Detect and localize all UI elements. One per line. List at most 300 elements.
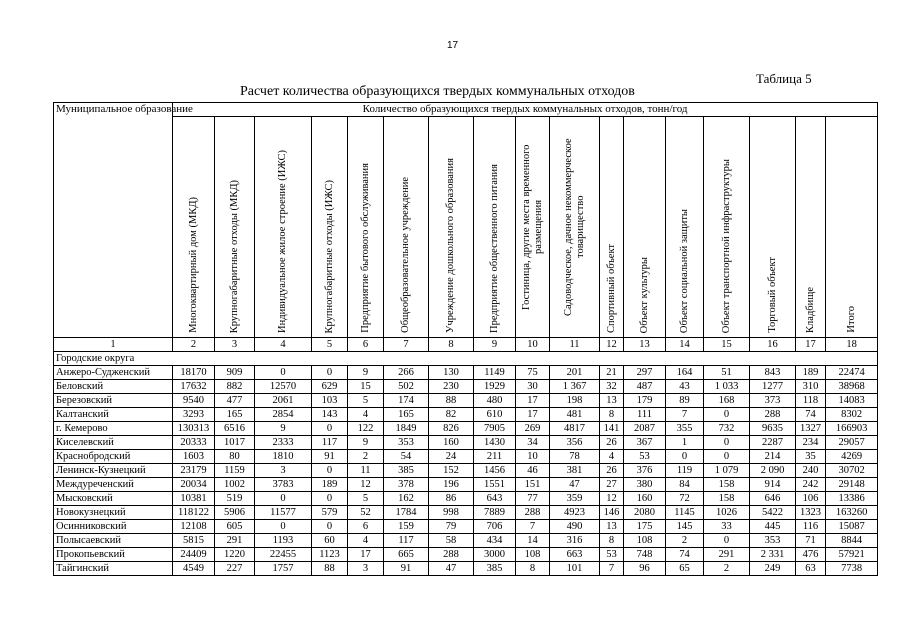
table-cell: 58 (429, 534, 474, 548)
table-cell: 1929 (474, 380, 516, 394)
table-row (54, 478, 878, 492)
section-header: Городские округа (54, 352, 878, 366)
table-cell: 17 (516, 394, 550, 408)
table-cell: 20333 (173, 436, 215, 450)
column-header-label: Итого (845, 306, 857, 333)
table-cell: 117 (312, 436, 348, 450)
table-cell: 116 (796, 520, 826, 534)
table-cell: 7889 (474, 506, 516, 520)
table-cell: 373 (750, 394, 796, 408)
column-header-label: Индивидуальное жилое строение (ИЖС) (277, 150, 288, 333)
table-cell: 291 (215, 534, 255, 548)
table-cell: 998 (429, 506, 474, 520)
table-cell: 0 (704, 450, 750, 464)
table-cell: 189 (796, 366, 826, 380)
table-cell: 63 (796, 562, 826, 576)
table-cell: 0 (312, 366, 348, 380)
column-number: 8 (429, 338, 474, 352)
table-cell: 385 (384, 464, 429, 478)
table-row (54, 520, 878, 534)
table-cell: 118122 (173, 506, 215, 520)
column-header (348, 117, 384, 338)
table-row (54, 408, 878, 422)
table-cell: 54 (384, 450, 429, 464)
table-cell: 10 (516, 450, 550, 464)
table-cell: 1123 (312, 548, 348, 562)
table-cell: 53 (600, 548, 624, 562)
table-cell: 0 (666, 450, 704, 464)
table-cell: 266 (384, 366, 429, 380)
table-cell: 2333 (255, 436, 312, 450)
table-cell: 5906 (215, 506, 255, 520)
table-cell: 91 (384, 562, 429, 576)
table-cell: 38968 (826, 380, 878, 394)
table-cell: 60 (312, 534, 348, 548)
table-cell: 1784 (384, 506, 429, 520)
column-header-label: Крупногабаритные отходы (МКД) (228, 179, 240, 333)
table-cell: 65 (666, 562, 704, 576)
table-cell: 3293 (173, 408, 215, 422)
table-cell: 117 (384, 534, 429, 548)
table-cell: 7 (600, 562, 624, 576)
table-cell: 1430 (474, 436, 516, 450)
table-cell: 4817 (550, 422, 600, 436)
table-cell: 8 (516, 562, 550, 576)
table-cell: 6 (348, 520, 384, 534)
table-cell: 610 (474, 408, 516, 422)
table-cell: 15087 (826, 520, 878, 534)
municipality-name: Осинниковский (54, 520, 173, 534)
table-cell: 88 (429, 394, 474, 408)
table-cell: 152 (429, 464, 474, 478)
table-cell: 579 (312, 506, 348, 520)
column-number: 17 (796, 338, 826, 352)
column-header (474, 117, 516, 338)
table-cell: 0 (704, 436, 750, 450)
table-cell: 1551 (474, 478, 516, 492)
table-cell: 141 (600, 422, 624, 436)
table-cell: 145 (666, 520, 704, 534)
table-cell: 4923 (550, 506, 600, 520)
municipality-name: Новокузнецкий (54, 506, 173, 520)
table-cell: 629 (312, 380, 348, 394)
table-cell: 6516 (215, 422, 255, 436)
table-cell: 646 (750, 492, 796, 506)
table-cell: 2 (348, 450, 384, 464)
table-cell: 106 (796, 492, 826, 506)
column-number: 11 (550, 338, 600, 352)
table-cell: 356 (550, 436, 600, 450)
column-header (624, 117, 666, 338)
table-cell: 234 (796, 436, 826, 450)
table-cell: 487 (624, 380, 666, 394)
table-cell: 249 (750, 562, 796, 576)
table-cell: 5 (348, 394, 384, 408)
table-cell: 378 (384, 478, 429, 492)
column-header (516, 117, 550, 338)
table-cell: 0 (704, 534, 750, 548)
table-cell: 108 (624, 534, 666, 548)
table-cell: 288 (750, 408, 796, 422)
table-cell: 118 (796, 394, 826, 408)
table-row (54, 464, 878, 478)
column-number: 14 (666, 338, 704, 352)
table-cell: 198 (550, 394, 600, 408)
table-cell: 32 (600, 380, 624, 394)
column-number: 3 (215, 338, 255, 352)
municipality-name: Ленинск-Кузнецкий (54, 464, 173, 478)
table-cell: 2 (704, 562, 750, 576)
table-cell: 159 (384, 520, 429, 534)
table-cell: 24 (429, 450, 474, 464)
table-cell: 196 (429, 478, 474, 492)
table-cell: 46 (516, 464, 550, 478)
table-cell: 3783 (255, 478, 312, 492)
column-number: 16 (750, 338, 796, 352)
column-header-label: Садоводческое, дачное некоммерческое товарищество (562, 138, 586, 316)
table-cell: 1757 (255, 562, 312, 576)
table-cell: 24409 (173, 548, 215, 562)
table-cell: 111 (624, 408, 666, 422)
table-cell: 732 (704, 422, 750, 436)
table-cell: 101 (550, 562, 600, 576)
table-row (54, 366, 878, 380)
table-cell: 240 (796, 464, 826, 478)
table-cell: 89 (666, 394, 704, 408)
table-cell: 146 (600, 506, 624, 520)
table-cell: 165 (215, 408, 255, 422)
table-cell: 1026 (704, 506, 750, 520)
table-cell: 17 (516, 408, 550, 422)
column-header (255, 117, 312, 338)
table-cell: 242 (796, 478, 826, 492)
table-cell: 316 (550, 534, 600, 548)
table-cell: 79 (429, 520, 474, 534)
table-cell: 22474 (826, 366, 878, 380)
column-header (550, 117, 600, 338)
table-cell: 18170 (173, 366, 215, 380)
table-cell: 91 (312, 450, 348, 464)
municipality-name: Анжеро-Судженский (54, 366, 173, 380)
table-cell: 43 (666, 380, 704, 394)
column-number: 7 (384, 338, 429, 352)
table-cell: 151 (516, 478, 550, 492)
table-row (54, 548, 878, 562)
table-cell: 1 033 (704, 380, 750, 394)
waste-table (53, 102, 878, 576)
table-cell: 2 (666, 534, 704, 548)
table-cell: 3 (348, 562, 384, 576)
table-cell: 214 (750, 450, 796, 464)
document-title: Расчет количества образующихся твердых коммунальных отходов (240, 84, 635, 99)
table-cell: 9 (348, 366, 384, 380)
table-cell: 1 079 (704, 464, 750, 478)
municipality-name: Киселевский (54, 436, 173, 450)
table-cell: 10381 (173, 492, 215, 506)
table-cell: 1323 (796, 506, 826, 520)
table-cell: 288 (516, 506, 550, 520)
table-cell: 381 (550, 464, 600, 478)
table-cell: 2854 (255, 408, 312, 422)
table-cell: 9635 (750, 422, 796, 436)
table-cell: 34 (516, 436, 550, 450)
table-cell: 9540 (173, 394, 215, 408)
table-cell: 476 (796, 548, 826, 562)
table-cell: 108 (516, 548, 550, 562)
table-cell: 748 (624, 548, 666, 562)
column-header (429, 117, 474, 338)
column-header-label: Объект культуры (638, 256, 650, 333)
table-cell: 1456 (474, 464, 516, 478)
table-cell: 26 (600, 436, 624, 450)
column-header-label: Крупногабаритные отходы (ИЖС) (323, 179, 335, 333)
table-row (54, 450, 878, 464)
table-cell: 47 (550, 478, 600, 492)
column-number: 9 (474, 338, 516, 352)
table-cell: 162 (384, 492, 429, 506)
table-cell: 30 (516, 380, 550, 394)
table-cell: 52 (348, 506, 384, 520)
table-cell: 29148 (826, 478, 878, 492)
table-cell: 0 (312, 492, 348, 506)
table-cell: 914 (750, 478, 796, 492)
table-cell: 84 (666, 478, 704, 492)
column-header-label: Торговый объект (766, 257, 778, 333)
table-cell: 385 (474, 562, 516, 576)
table-cell: 480 (474, 394, 516, 408)
table-cell: 57921 (826, 548, 878, 562)
table-cell: 27 (600, 478, 624, 492)
table-cell: 0 (255, 520, 312, 534)
table-cell: 1 367 (550, 380, 600, 394)
table-row (54, 534, 878, 548)
table-row (54, 394, 878, 408)
table-cell: 502 (384, 380, 429, 394)
table-cell: 15 (348, 380, 384, 394)
table-cell: 4 (348, 408, 384, 422)
table-cell: 643 (474, 492, 516, 506)
column-header-label: Общеобразовательное учреждение (400, 177, 411, 333)
table-cell: 2061 (255, 394, 312, 408)
table-cell: 119 (666, 464, 704, 478)
table-cell: 179 (624, 394, 666, 408)
table-cell: 7 (666, 408, 704, 422)
table-cell: 605 (215, 520, 255, 534)
table-cell: 77 (516, 492, 550, 506)
table-cell: 201 (550, 366, 600, 380)
table-cell: 227 (215, 562, 255, 576)
table-cell: 53 (624, 450, 666, 464)
column-number: 2 (173, 338, 215, 352)
table-cell: 143 (312, 408, 348, 422)
table-cell: 13 (600, 394, 624, 408)
group-header: Количество образующихся твердых коммунальных отходов, тонн/год (173, 103, 878, 117)
column-number: 13 (624, 338, 666, 352)
table-cell: 843 (750, 366, 796, 380)
table-cell: 74 (666, 548, 704, 562)
table-cell: 4549 (173, 562, 215, 576)
column-header (704, 117, 750, 338)
table-cell: 12 (348, 478, 384, 492)
table-cell: 9 (255, 422, 312, 436)
column-number: 6 (348, 338, 384, 352)
column-header (173, 117, 215, 338)
table-cell: 445 (750, 520, 796, 534)
table-cell: 4 (348, 534, 384, 548)
municipality-name: г. Кемерово (54, 422, 173, 436)
table-cell: 434 (474, 534, 516, 548)
table-cell: 165 (384, 408, 429, 422)
table-row (54, 562, 878, 576)
table-cell: 166903 (826, 422, 878, 436)
column-header-label: Учреждение дошкольного образования (445, 158, 456, 333)
table-cell: 1017 (215, 436, 255, 450)
page-number: 17 (446, 40, 459, 51)
table-cell: 82 (429, 408, 474, 422)
municipality-name: Полысаевский (54, 534, 173, 548)
column-header-label: Объект социальной защиты (678, 208, 690, 333)
table-cell: 7905 (474, 422, 516, 436)
table-cell: 13386 (826, 492, 878, 506)
table-cell: 2080 (624, 506, 666, 520)
table-cell: 175 (624, 520, 666, 534)
table-cell: 706 (474, 520, 516, 534)
table-cell: 367 (624, 436, 666, 450)
table-cell: 1810 (255, 450, 312, 464)
table-cell: 5422 (750, 506, 796, 520)
table-cell: 353 (384, 436, 429, 450)
column-header (600, 117, 624, 338)
table-cell: 29057 (826, 436, 878, 450)
table-cell: 230 (429, 380, 474, 394)
table-cell: 0 (255, 366, 312, 380)
column-header-label: Предприятие бытового обслуживания (359, 163, 371, 333)
table-cell: 2 090 (750, 464, 796, 478)
table-cell: 122 (348, 422, 384, 436)
table-cell: 481 (550, 408, 600, 422)
table-cell: 8844 (826, 534, 878, 548)
column-number: 18 (826, 338, 878, 352)
municipality-name: Междуреченский (54, 478, 173, 492)
table-cell: 2287 (750, 436, 796, 450)
table-cell: 826 (429, 422, 474, 436)
table-row (54, 492, 878, 506)
table-cell: 9 (348, 436, 384, 450)
column-number: 15 (704, 338, 750, 352)
table-cell: 8302 (826, 408, 878, 422)
table-cell: 8 (600, 534, 624, 548)
table-cell: 310 (796, 380, 826, 394)
table-row (54, 422, 878, 436)
table-cell: 168 (704, 394, 750, 408)
table-row (54, 380, 878, 394)
table-cell: 164 (666, 366, 704, 380)
table-cell: 14083 (826, 394, 878, 408)
table-cell: 88 (312, 562, 348, 576)
municipality-name: Калтанский (54, 408, 173, 422)
municipality-name: Тайгинский (54, 562, 173, 576)
table-cell: 2 331 (750, 548, 796, 562)
table-cell: 355 (666, 422, 704, 436)
table-cell: 1145 (666, 506, 704, 520)
table-cell: 376 (624, 464, 666, 478)
table-cell: 160 (429, 436, 474, 450)
table-cell: 519 (215, 492, 255, 506)
table-cell: 359 (550, 492, 600, 506)
table-cell: 86 (429, 492, 474, 506)
table-cell: 47 (429, 562, 474, 576)
table-cell: 22455 (255, 548, 312, 562)
municipality-name: Беловский (54, 380, 173, 394)
table-cell: 189 (312, 478, 348, 492)
table-cell: 490 (550, 520, 600, 534)
municipality-name: Мысковский (54, 492, 173, 506)
table-cell: 3 (255, 464, 312, 478)
table-cell: 160 (624, 492, 666, 506)
column-number: 10 (516, 338, 550, 352)
table-cell: 17632 (173, 380, 215, 394)
table-cell: 7738 (826, 562, 878, 576)
column-header-label: Гостиница, другие места временного размещения (520, 144, 544, 310)
column-header (215, 117, 255, 338)
table-cell: 1193 (255, 534, 312, 548)
column-number: 5 (312, 338, 348, 352)
table-cell: 11 (348, 464, 384, 478)
column-header (750, 117, 796, 338)
table-cell: 380 (624, 478, 666, 492)
table-cell: 1220 (215, 548, 255, 562)
table-cell: 74 (796, 408, 826, 422)
table-cell: 269 (516, 422, 550, 436)
column-header-label: Кладбище (804, 287, 816, 333)
table-cell: 158 (704, 492, 750, 506)
table-cell: 909 (215, 366, 255, 380)
table-cell: 665 (384, 548, 429, 562)
table-cell: 1603 (173, 450, 215, 464)
table-cell: 12 (600, 492, 624, 506)
table-cell: 23179 (173, 464, 215, 478)
table-cell: 26 (600, 464, 624, 478)
column-header-label: Объект транспортной инфраструктуры (720, 158, 732, 333)
table-cell: 882 (215, 380, 255, 394)
table-cell: 33 (704, 520, 750, 534)
column-number: 1 (54, 338, 173, 352)
table-cell: 477 (215, 394, 255, 408)
table-cell: 0 (312, 520, 348, 534)
table-cell: 174 (384, 394, 429, 408)
table-cell: 72 (666, 492, 704, 506)
column-number: 4 (255, 338, 312, 352)
table-cell: 13 (600, 520, 624, 534)
table-cell: 1149 (474, 366, 516, 380)
table-cell: 291 (704, 548, 750, 562)
table-cell: 12108 (173, 520, 215, 534)
table-cell: 0 (704, 408, 750, 422)
table-cell: 1327 (796, 422, 826, 436)
column-number: 12 (600, 338, 624, 352)
table-cell: 96 (624, 562, 666, 576)
table-cell: 78 (550, 450, 600, 464)
table-cell: 30702 (826, 464, 878, 478)
table-cell: 71 (796, 534, 826, 548)
table-cell: 8 (600, 408, 624, 422)
table-cell: 3000 (474, 548, 516, 562)
table-cell: 20034 (173, 478, 215, 492)
table-cell: 103 (312, 394, 348, 408)
table-cell: 35 (796, 450, 826, 464)
table-row (54, 506, 878, 520)
table-cell: 1277 (750, 380, 796, 394)
